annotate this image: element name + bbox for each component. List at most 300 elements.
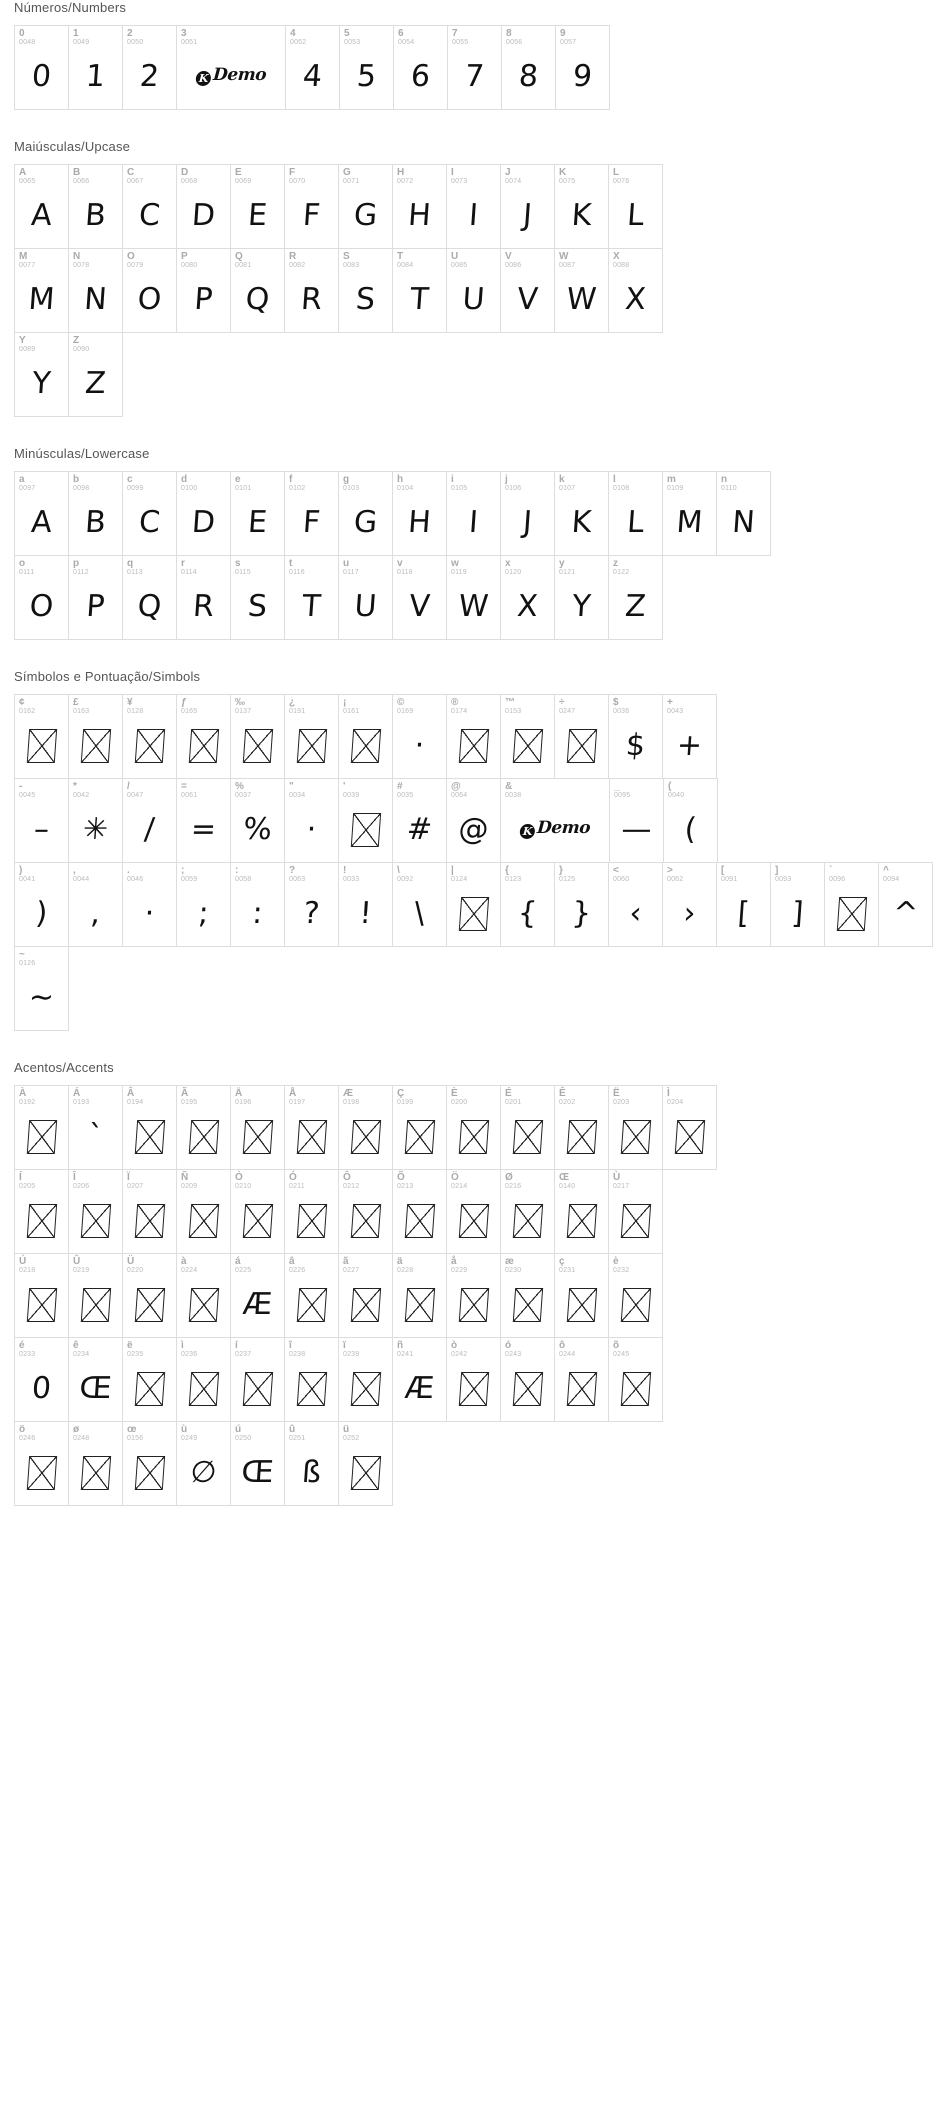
glyph-cell[interactable] — [609, 778, 664, 863]
glyph-cell[interactable] — [338, 1337, 393, 1422]
glyph-cell[interactable] — [554, 248, 609, 333]
glyph-cell[interactable] — [338, 862, 393, 947]
glyph-cell[interactable] — [176, 1337, 231, 1422]
glyph-grid — [0, 471, 756, 639]
glyph-preview: F — [301, 197, 322, 233]
glyph-cell[interactable] — [230, 1085, 285, 1170]
glyph-cell[interactable] — [284, 471, 339, 556]
glyph-char-label: C — [127, 167, 135, 178]
glyph-cell[interactable] — [230, 164, 285, 249]
glyph-char-label: Õ — [397, 1172, 405, 1183]
glyph-cell[interactable] — [392, 1169, 447, 1254]
glyph-code-label: 0220 — [127, 1267, 144, 1274]
glyph-code-label: 0091 — [721, 876, 738, 883]
glyph-code-label: 0120 — [505, 569, 522, 576]
glyph-cell[interactable] — [122, 1421, 177, 1506]
glyph-cell[interactable] — [122, 1169, 177, 1254]
glyph-preview: Œ — [240, 1454, 275, 1490]
glyph-cell[interactable] — [392, 694, 447, 779]
glyph-preview — [229, 1360, 286, 1417]
glyph-code-label: 0191 — [289, 708, 306, 715]
glyph-preview: ✳ — [81, 811, 110, 847]
glyph-cell[interactable] — [500, 1085, 555, 1170]
glyph-char-label: ô — [559, 1340, 566, 1351]
glyph-cell[interactable] — [230, 862, 285, 947]
notdef-box-icon — [566, 1288, 596, 1322]
glyph-row — [14, 778, 717, 863]
glyph-code-label: 0216 — [505, 1183, 522, 1190]
glyph-char-label: ç — [559, 1256, 565, 1267]
glyph-cell[interactable] — [770, 862, 825, 947]
glyph-cell[interactable] — [122, 778, 177, 863]
glyph-char-label: ® — [451, 697, 459, 708]
notdef-box-icon — [620, 1288, 650, 1322]
glyph-cell[interactable] — [554, 471, 609, 556]
notdef-box-icon — [134, 1288, 164, 1322]
glyph-cell[interactable] — [14, 25, 69, 110]
glyph-char-label: & — [505, 781, 513, 792]
notdef-box-icon — [26, 729, 56, 763]
glyph-cell[interactable] — [284, 164, 339, 249]
glyph-cell[interactable] — [284, 248, 339, 333]
glyph-cell[interactable] — [392, 555, 447, 640]
glyph-cell[interactable] — [446, 1337, 501, 1422]
glyph-char-label: Æ — [343, 1088, 353, 1099]
glyph-preview: S — [246, 588, 269, 624]
glyph-cell[interactable] — [230, 248, 285, 333]
glyph-preview: D — [190, 504, 217, 540]
glyph-cell[interactable] — [14, 862, 69, 947]
glyph-cell[interactable] — [338, 1085, 393, 1170]
glyph-cell[interactable] — [392, 471, 447, 556]
glyph-cell[interactable] — [500, 471, 555, 556]
glyph-preview — [607, 1192, 664, 1249]
glyph-cell[interactable] — [284, 778, 339, 863]
glyph-cell[interactable] — [338, 555, 393, 640]
glyph-cell[interactable] — [230, 471, 285, 556]
glyph-code-label: 0235 — [127, 1351, 144, 1358]
notdef-box-icon — [26, 1120, 56, 1154]
glyph-cell[interactable] — [14, 332, 69, 417]
glyph-cell[interactable] — [176, 164, 231, 249]
glyph-char-label: ú — [235, 1424, 242, 1435]
glyph-char-label: I — [451, 167, 454, 178]
glyph-cell[interactable] — [716, 862, 771, 947]
glyph-cell[interactable] — [608, 694, 663, 779]
glyph-preview: Æ — [241, 1286, 274, 1322]
glyph-cell[interactable] — [122, 694, 177, 779]
glyph-cell[interactable] — [68, 248, 123, 333]
glyph-preview — [175, 1276, 232, 1333]
glyph-cell[interactable] — [662, 862, 717, 947]
glyph-preview — [337, 801, 394, 858]
glyph-char-label: à — [181, 1256, 187, 1267]
glyph-code-label: 0053 — [344, 39, 361, 46]
glyph-code-label: 0077 — [19, 262, 36, 269]
glyph-preview — [121, 1444, 178, 1501]
glyph-section — [0, 669, 920, 1030]
glyph-cell[interactable] — [608, 1085, 663, 1170]
glyph-cell[interactable] — [662, 471, 717, 556]
glyph-preview — [175, 1360, 232, 1417]
logo-text: Demo — [536, 818, 591, 838]
glyph-cell[interactable] — [447, 25, 502, 110]
glyph-cell[interactable] — [446, 1169, 501, 1254]
glyph-char-label: Ï — [127, 1172, 130, 1183]
logo-disc: K — [195, 71, 211, 86]
glyph-code-label: 0118 — [397, 569, 413, 576]
glyph-preview — [337, 717, 394, 774]
glyph-code-label: 0106 — [505, 485, 522, 492]
glyph-char-label: ë — [127, 1340, 133, 1351]
notdef-box-icon — [188, 729, 218, 763]
glyph-cell[interactable] — [230, 778, 285, 863]
glyph-cell[interactable] — [284, 862, 339, 947]
glyph-cell[interactable] — [824, 862, 879, 947]
glyph-cell[interactable] — [68, 1421, 123, 1506]
glyph-char-label: H — [397, 167, 405, 178]
glyph-cell[interactable] — [663, 778, 718, 863]
glyph-cell[interactable] — [68, 694, 123, 779]
glyph-char-label: q — [127, 558, 134, 569]
glyph-char-label: d — [181, 474, 188, 485]
glyph-cell[interactable] — [230, 1337, 285, 1422]
glyph-code-label: 0051 — [181, 39, 198, 46]
glyph-preview: # — [405, 811, 434, 847]
glyph-cell[interactable] — [446, 778, 501, 863]
glyph-cell[interactable] — [176, 694, 231, 779]
glyph-cell[interactable] — [230, 555, 285, 640]
glyph-cell[interactable] — [338, 1421, 393, 1506]
glyph-preview: 1 — [84, 58, 107, 94]
section-title: Números/Numbers — [14, 0, 127, 15]
glyph-preview — [121, 1360, 178, 1417]
glyph-code-label: 0050 — [127, 39, 144, 46]
glyph-cell[interactable] — [500, 778, 610, 863]
glyph-cell[interactable] — [500, 164, 555, 249]
glyph-code-label: 0241 — [397, 1351, 414, 1358]
glyph-preview: ! — [358, 895, 373, 931]
glyph-cell[interactable] — [500, 555, 555, 640]
glyph-cell[interactable] — [446, 694, 501, 779]
glyph-char-label: " — [289, 781, 294, 792]
glyph-cell[interactable] — [446, 555, 501, 640]
glyph-cell[interactable] — [14, 1169, 69, 1254]
glyph-cell[interactable] — [122, 1337, 177, 1422]
glyph-code-label: 0095 — [614, 792, 631, 799]
glyph-preview — [553, 1360, 610, 1417]
glyph-preview: ; — [197, 895, 210, 931]
glyph-cell[interactable] — [500, 862, 555, 947]
glyph-cell[interactable] — [284, 1421, 339, 1506]
glyph-cell[interactable] — [662, 1085, 717, 1170]
glyph-cell[interactable] — [608, 1337, 663, 1422]
glyph-cell[interactable] — [392, 1253, 447, 1338]
notdef-box-icon — [350, 1204, 380, 1238]
glyph-preview: A — [30, 504, 54, 540]
glyph-cell[interactable] — [122, 1085, 177, 1170]
notdef-box-icon — [242, 1372, 272, 1406]
glyph-cell[interactable] — [122, 248, 177, 333]
glyph-char-label: 7 — [452, 28, 458, 39]
glyph-cell[interactable] — [285, 25, 340, 110]
glyph-char-label: g — [343, 474, 350, 485]
glyph-cell[interactable] — [122, 862, 177, 947]
glyph-cell[interactable] — [608, 471, 663, 556]
glyph-preview: · — [305, 811, 318, 847]
glyph-cell[interactable] — [338, 248, 393, 333]
glyph-cell[interactable] — [446, 248, 501, 333]
glyph-cell[interactable] — [68, 1085, 123, 1170]
glyph-cell[interactable] — [14, 248, 69, 333]
glyph-cell[interactable] — [662, 694, 717, 779]
glyph-cell[interactable] — [500, 248, 555, 333]
glyph-preview: % — [242, 811, 274, 847]
glyph-preview: : — [251, 895, 264, 931]
glyph-cell[interactable] — [392, 164, 447, 249]
glyph-cell[interactable] — [176, 862, 231, 947]
glyph-cell[interactable] — [122, 555, 177, 640]
glyph-cell[interactable] — [392, 1337, 447, 1422]
notdef-box-icon — [674, 1120, 704, 1154]
glyph-cell[interactable] — [176, 1085, 231, 1170]
glyph-char-label: v — [397, 558, 403, 569]
glyph-cell[interactable] — [14, 1253, 69, 1338]
glyph-cell[interactable] — [338, 694, 393, 779]
glyph-preview — [229, 1192, 286, 1249]
glyph-preview: ? — [302, 895, 321, 931]
glyph-code-label: 0033 — [343, 876, 360, 883]
glyph-cell[interactable] — [608, 1253, 663, 1338]
glyph-preview: ‹ — [628, 895, 643, 931]
glyph-cell[interactable] — [500, 1337, 555, 1422]
glyph-cell[interactable] — [68, 164, 123, 249]
glyph-char-label: Û — [73, 1256, 81, 1267]
glyph-code-label: 0103 — [343, 485, 360, 492]
glyph-cell[interactable] — [176, 778, 231, 863]
glyph-cell[interactable] — [176, 1169, 231, 1254]
glyph-cell[interactable] — [501, 25, 556, 110]
glyph-cell[interactable] — [14, 1085, 69, 1170]
glyph-cell[interactable] — [68, 1337, 123, 1422]
notdef-box-icon — [350, 1372, 380, 1406]
glyph-cell[interactable] — [284, 694, 339, 779]
glyph-char-label: s — [235, 558, 241, 569]
glyph-cell[interactable] — [230, 694, 285, 779]
glyph-preview — [823, 885, 880, 942]
glyph-cell[interactable] — [230, 1421, 285, 1506]
glyph-cell[interactable] — [68, 862, 123, 947]
notdef-box-icon — [458, 1120, 488, 1154]
glyph-cell[interactable] — [230, 1169, 285, 1254]
glyph-preview — [445, 1108, 502, 1165]
glyph-cell[interactable] — [393, 25, 448, 110]
glyph-cell[interactable] — [68, 778, 123, 863]
demo-logo-glyph — [519, 820, 590, 839]
glyph-cell[interactable] — [392, 778, 447, 863]
glyph-cell[interactable] — [122, 164, 177, 249]
glyph-code-label: 0231 — [559, 1267, 576, 1274]
glyph-cell[interactable] — [284, 1169, 339, 1254]
glyph-cell[interactable] — [554, 555, 609, 640]
glyph-cell[interactable] — [68, 555, 123, 640]
section-title: Símbolos e Pontuação/Simbols — [14, 669, 201, 684]
glyph-cell[interactable] — [608, 164, 663, 249]
glyph-preview — [499, 1108, 556, 1165]
glyph-cell[interactable] — [338, 1169, 393, 1254]
glyph-preview: T — [301, 588, 322, 624]
glyph-char-label: @ — [451, 781, 461, 792]
glyph-cell[interactable] — [392, 1085, 447, 1170]
glyph-preview: \ — [413, 895, 426, 931]
glyph-grid — [0, 1085, 684, 1505]
glyph-preview: V — [408, 588, 432, 624]
glyph-code-label: 0207 — [127, 1183, 144, 1190]
glyph-code-label: 0162 — [19, 708, 36, 715]
glyph-cell[interactable] — [284, 1085, 339, 1170]
glyph-cell[interactable] — [500, 1253, 555, 1338]
glyph-char-label: ù — [181, 1424, 188, 1435]
glyph-cell[interactable] — [446, 862, 501, 947]
glyph-char-label: ñ — [397, 1340, 404, 1351]
glyph-char-label: û — [289, 1424, 296, 1435]
notdef-box-icon — [512, 1372, 542, 1406]
glyph-char-label: Å — [289, 1088, 297, 1099]
glyph-code-label: 0108 — [613, 485, 630, 492]
glyph-cell[interactable] — [68, 25, 123, 110]
notdef-box-icon — [458, 1372, 488, 1406]
notdef-box-icon — [566, 1204, 596, 1238]
glyph-char-label: n — [721, 474, 728, 485]
glyph-cell[interactable] — [14, 471, 69, 556]
glyph-cell[interactable] — [230, 1253, 285, 1338]
glyph-cell[interactable] — [339, 25, 394, 110]
glyph-cell[interactable] — [176, 471, 231, 556]
glyph-code-label: 0058 — [235, 876, 252, 883]
glyph-cell[interactable] — [392, 248, 447, 333]
glyph-cell[interactable] — [122, 25, 177, 110]
glyph-cell[interactable] — [14, 778, 69, 863]
glyph-cell[interactable] — [14, 946, 69, 1031]
glyph-cell[interactable] — [14, 164, 69, 249]
glyph-cell[interactable] — [14, 694, 69, 779]
notdef-box-icon — [404, 1120, 434, 1154]
glyph-char-label: ê — [73, 1340, 79, 1351]
glyph-cell[interactable] — [554, 694, 609, 779]
glyph-preview — [283, 1108, 340, 1165]
glyph-cell[interactable] — [176, 248, 231, 333]
glyph-code-label: 0064 — [451, 792, 468, 799]
glyph-code-label: 0093 — [775, 876, 792, 883]
glyph-char-label: Î — [73, 1172, 76, 1183]
glyph-preview: X — [516, 588, 540, 624]
glyph-row — [14, 694, 716, 779]
glyph-cell[interactable] — [122, 1253, 177, 1338]
glyph-code-label: 0209 — [181, 1183, 198, 1190]
notdef-box-icon — [134, 729, 164, 763]
glyph-char-label: ; — [181, 865, 185, 876]
glyph-code-label: 0247 — [559, 708, 576, 715]
glyph-cell[interactable] — [122, 471, 177, 556]
glyph-cell[interactable] — [555, 25, 610, 110]
glyph-cell[interactable] — [554, 1169, 609, 1254]
glyph-cell[interactable] — [68, 1253, 123, 1338]
glyph-cell[interactable] — [554, 1337, 609, 1422]
glyph-cell[interactable] — [500, 1169, 555, 1254]
glyph-cell[interactable] — [338, 471, 393, 556]
glyph-cell[interactable] — [392, 862, 447, 947]
glyph-char-label: ! — [343, 865, 347, 876]
glyph-cell[interactable] — [176, 25, 286, 110]
glyph-cell[interactable] — [284, 1337, 339, 1422]
glyph-cell[interactable] — [446, 164, 501, 249]
glyph-row — [14, 25, 609, 110]
glyph-cell[interactable] — [446, 1253, 501, 1338]
glyph-char-label: £ — [73, 697, 79, 708]
glyph-cell[interactable] — [284, 555, 339, 640]
glyph-cell[interactable] — [608, 862, 663, 947]
glyph-cell[interactable] — [608, 1169, 663, 1254]
glyph-cell[interactable] — [554, 1253, 609, 1338]
glyph-preview — [337, 1360, 394, 1417]
notdef-box-icon — [80, 1456, 110, 1490]
glyph-preview: ^ — [891, 895, 920, 931]
glyph-char-label: - — [19, 781, 23, 792]
glyph-cell[interactable] — [284, 1253, 339, 1338]
glyph-char-label: ™ — [505, 697, 515, 708]
glyph-cell[interactable] — [14, 1421, 69, 1506]
notdef-box-icon — [80, 729, 110, 763]
glyph-code-label: 0074 — [505, 178, 522, 185]
notdef-box-icon — [296, 1204, 326, 1238]
glyph-grid — [0, 25, 661, 109]
glyph-cell[interactable] — [14, 1337, 69, 1422]
glyph-row — [14, 164, 662, 249]
glyph-cell[interactable] — [554, 862, 609, 947]
glyph-cell[interactable] — [68, 471, 123, 556]
notdef-box-icon — [134, 1120, 164, 1154]
glyph-cell[interactable] — [68, 1169, 123, 1254]
glyph-code-label: 0109 — [667, 485, 684, 492]
glyph-cell[interactable] — [176, 1421, 231, 1506]
glyph-cell[interactable] — [338, 778, 393, 863]
glyph-cell[interactable] — [608, 555, 663, 640]
glyph-code-label: 0243 — [505, 1351, 522, 1358]
glyph-char-label: h — [397, 474, 404, 485]
glyph-cell[interactable] — [338, 1253, 393, 1338]
glyph-cell[interactable] — [446, 1085, 501, 1170]
glyph-cell[interactable] — [338, 164, 393, 249]
glyph-cell[interactable] — [878, 862, 933, 947]
glyph-char-label: + — [667, 697, 673, 708]
glyph-cell[interactable] — [500, 694, 555, 779]
glyph-cell[interactable] — [554, 164, 609, 249]
glyph-cell[interactable] — [554, 1085, 609, 1170]
glyph-cell[interactable] — [176, 555, 231, 640]
glyph-cell[interactable] — [446, 471, 501, 556]
glyph-preview: Q — [244, 281, 271, 317]
notdef-box-icon — [350, 1288, 380, 1322]
notdef-box-icon — [242, 1120, 272, 1154]
glyph-cell[interactable] — [176, 1253, 231, 1338]
glyph-char-label: $ — [613, 697, 619, 708]
glyph-cell[interactable] — [608, 248, 663, 333]
glyph-char-label: ÷ — [559, 697, 565, 708]
glyph-cell[interactable] — [68, 332, 123, 417]
glyph-cell[interactable] — [14, 555, 69, 640]
glyph-row — [14, 1421, 392, 1506]
glyph-cell[interactable] — [716, 471, 771, 556]
